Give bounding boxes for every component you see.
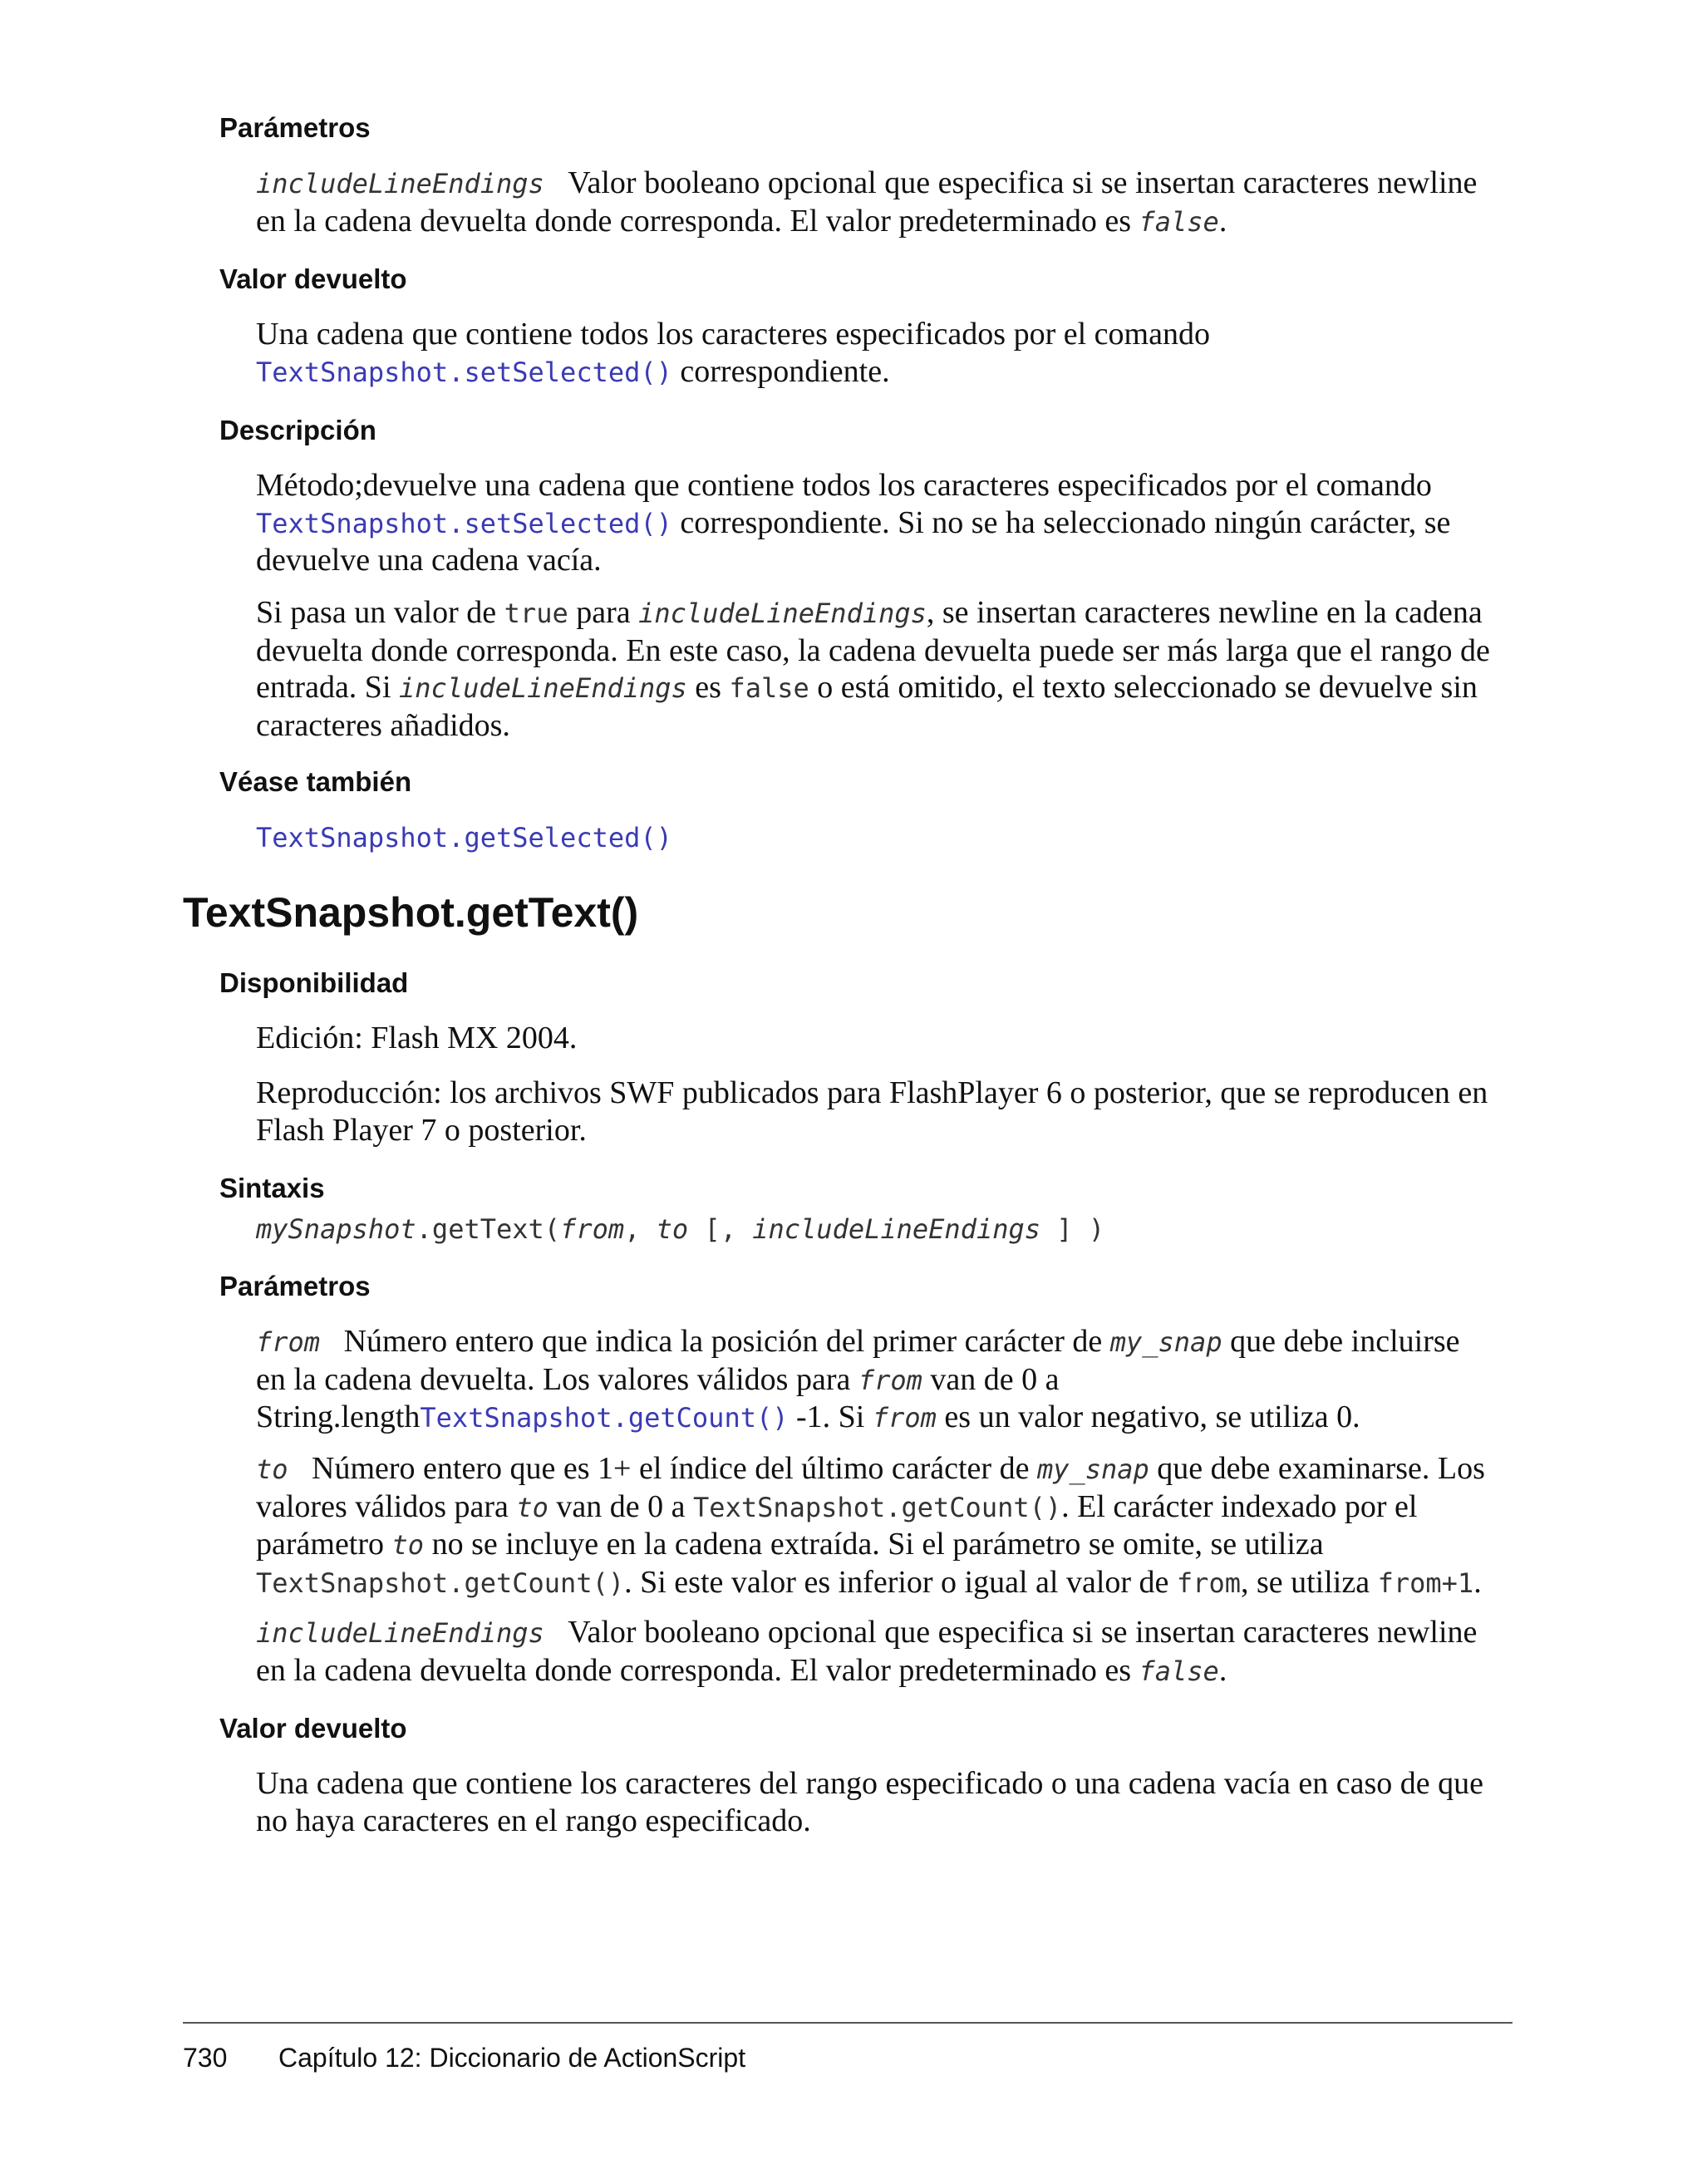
period: . [1218, 1652, 1227, 1688]
syntax-heading: Sintaxis [219, 1173, 325, 1203]
param-desc-cont: en la cadena devuelta donde corresponda. El valor predeterminado es [256, 203, 1131, 239]
return-value-heading: Valor devuelto [219, 1713, 407, 1744]
syntax-close: ] ) [1040, 1213, 1105, 1245]
text-run: valores válidos para [256, 1488, 517, 1524]
availability-heading: Disponibilidad [219, 967, 409, 998]
return-line: no haya caracteres en el rango especificado. [256, 1803, 811, 1838]
code-from-plus-1: from+1 [1377, 1567, 1474, 1599]
text-run: van de 0 a [922, 1361, 1060, 1397]
description-heading: Descripción [219, 415, 376, 445]
code-my-snap: my_snap [1109, 1326, 1222, 1358]
text-run: no se incluye en la cadena extraída. Si el parámetro se omite, se utiliza [424, 1527, 1324, 1562]
parameters-heading: Parámetros [219, 1271, 371, 1301]
parameters-heading: Parámetros [219, 112, 371, 143]
param-to [256, 1450, 1519, 1601]
getcount-link[interactable]: TextSnapshot.getCount() [420, 1402, 789, 1434]
param-name: includeLineEndings [256, 168, 544, 199]
availability-playback [256, 1075, 1519, 1149]
text-run: para [568, 595, 639, 630]
getselected-link[interactable]: TextSnapshot.getSelected() [256, 822, 672, 853]
text-run: String.length [256, 1399, 421, 1434]
param-desc: Valor booleano opcional que especifica si se insertan caracteres newline [568, 165, 1478, 200]
desc-line: devuelta donde corresponda. En este caso, la cadena devuelta puede ser más larga que el rango de [256, 632, 1490, 668]
return-line: Una cadena que contiene los caracteres del rango especificado o una cadena vacía en caso de que [256, 1766, 1483, 1801]
code-from: from [858, 1364, 922, 1396]
param-name: from [256, 1326, 321, 1358]
return-value-text [256, 316, 1519, 391]
param-from [256, 1323, 1519, 1437]
code-getcount: TextSnapshot.getCount() [256, 1567, 625, 1599]
code-getcount: TextSnapshot.getCount() [693, 1491, 1062, 1523]
playback-line: Reproducción: los archivos SWF publicados para FlashPlayer 6 o posterior, que se reproducen en [256, 1075, 1488, 1110]
syntax-line [256, 1210, 1519, 1248]
text-run: Si pasa un valor de [256, 595, 504, 630]
code-param: includeLineEndings [638, 598, 927, 629]
text-run: . El carácter indexado por el [1061, 1488, 1418, 1524]
return-line: Una cadena que contiene todos los caracteres especificados por el comando [256, 317, 1210, 352]
text-run: es un valor negativo, se utiliza 0. [936, 1399, 1360, 1434]
entry-title: TextSnapshot.getText() [183, 889, 639, 936]
text-run: que debe incluirse [1222, 1324, 1460, 1359]
desc-tail: correspondiente. Si no se ha seleccionado ningún carácter, se [671, 504, 1451, 540]
param-default: false [1139, 205, 1219, 238]
param-desc: Valor booleano opcional que especifica si se insertan caracteres newline [568, 1615, 1478, 1650]
return-tail: correspondiente. [671, 353, 890, 389]
period: . [1218, 203, 1227, 239]
code-to: to [391, 1529, 425, 1561]
period: . [1473, 1564, 1482, 1600]
syntax-open: [, [688, 1213, 753, 1245]
setselected-link[interactable]: TextSnapshot.setSelected() [256, 356, 672, 388]
desc-line: caracteres añadidos. [256, 707, 510, 743]
code-from: from [872, 1402, 937, 1434]
text-run: es [686, 670, 730, 705]
text-run: que debe examinarse. Los [1149, 1451, 1485, 1486]
syntax-comma: , [624, 1213, 657, 1245]
page-number: 730 [183, 2043, 228, 2073]
code-false: false [729, 672, 809, 704]
chapter-title: Capítulo 12: Diccionario de ActionScript [278, 2043, 746, 2073]
code-true: true [504, 598, 568, 629]
text-run: . Si este valor es inferior o igual al valor de [624, 1564, 1177, 1600]
footer-divider [183, 2022, 1513, 2024]
syntax-to: to [656, 1213, 689, 1245]
text-run: , se insertan caracteres newline en la cadena [926, 595, 1483, 630]
syntax-param: includeLineEndings [752, 1213, 1041, 1245]
code-param: includeLineEndings [399, 672, 687, 704]
code-from: from [1176, 1567, 1241, 1599]
setselected-link[interactable]: TextSnapshot.setSelected() [256, 507, 672, 539]
edition-text: Edición: Flash MX 2004. [256, 1021, 578, 1055]
playback-line: Flash Player 7 o posterior. [256, 1112, 587, 1148]
text-run: van de 0 a [548, 1488, 694, 1524]
syntax-from: from [560, 1213, 625, 1245]
text-run: -1. Si [788, 1399, 873, 1434]
see-also-heading: Véase también [219, 766, 412, 797]
see-also-list [256, 819, 1519, 857]
text-run: , se utiliza [1240, 1564, 1378, 1600]
param-includelineendings [256, 1614, 1519, 1690]
syntax-obj: mySnapshot [256, 1213, 416, 1245]
availability-edition [256, 1020, 1519, 1057]
text-run: Número entero que indica la posición del primer carácter de [343, 1324, 1110, 1359]
text-run: en la cadena devuelta. Los valores válidos para [256, 1361, 858, 1397]
text-run: entrada. Si [256, 670, 400, 705]
param-desc-cont: en la cadena devuelta donde corresponda. El valor predeterminado es [256, 1652, 1131, 1688]
return-value-text [256, 1765, 1519, 1839]
text-run: o está omitido, el texto seleccionado se devuelve sin [809, 670, 1478, 705]
code-to: to [516, 1491, 548, 1523]
param-default: false [1139, 1655, 1219, 1687]
syntax-method: .getText( [416, 1213, 561, 1245]
param-includelineendings [256, 165, 1519, 240]
description-para-1 [256, 467, 1519, 579]
return-value-heading: Valor devuelto [219, 263, 407, 294]
description-para-2 [256, 594, 1519, 744]
desc-line: devuelve una cadena vacía. [256, 543, 602, 578]
text-run: Número entero que es 1+ el índice del último carácter de [312, 1451, 1037, 1486]
desc-line: Método;devuelve una cadena que contiene todos los caracteres especificados por el comando [256, 468, 1432, 503]
code-my-snap: my_snap [1036, 1454, 1149, 1485]
text-run: parámetro [256, 1527, 392, 1562]
param-name: includeLineEndings [256, 1617, 544, 1649]
param-name: to [256, 1454, 288, 1485]
